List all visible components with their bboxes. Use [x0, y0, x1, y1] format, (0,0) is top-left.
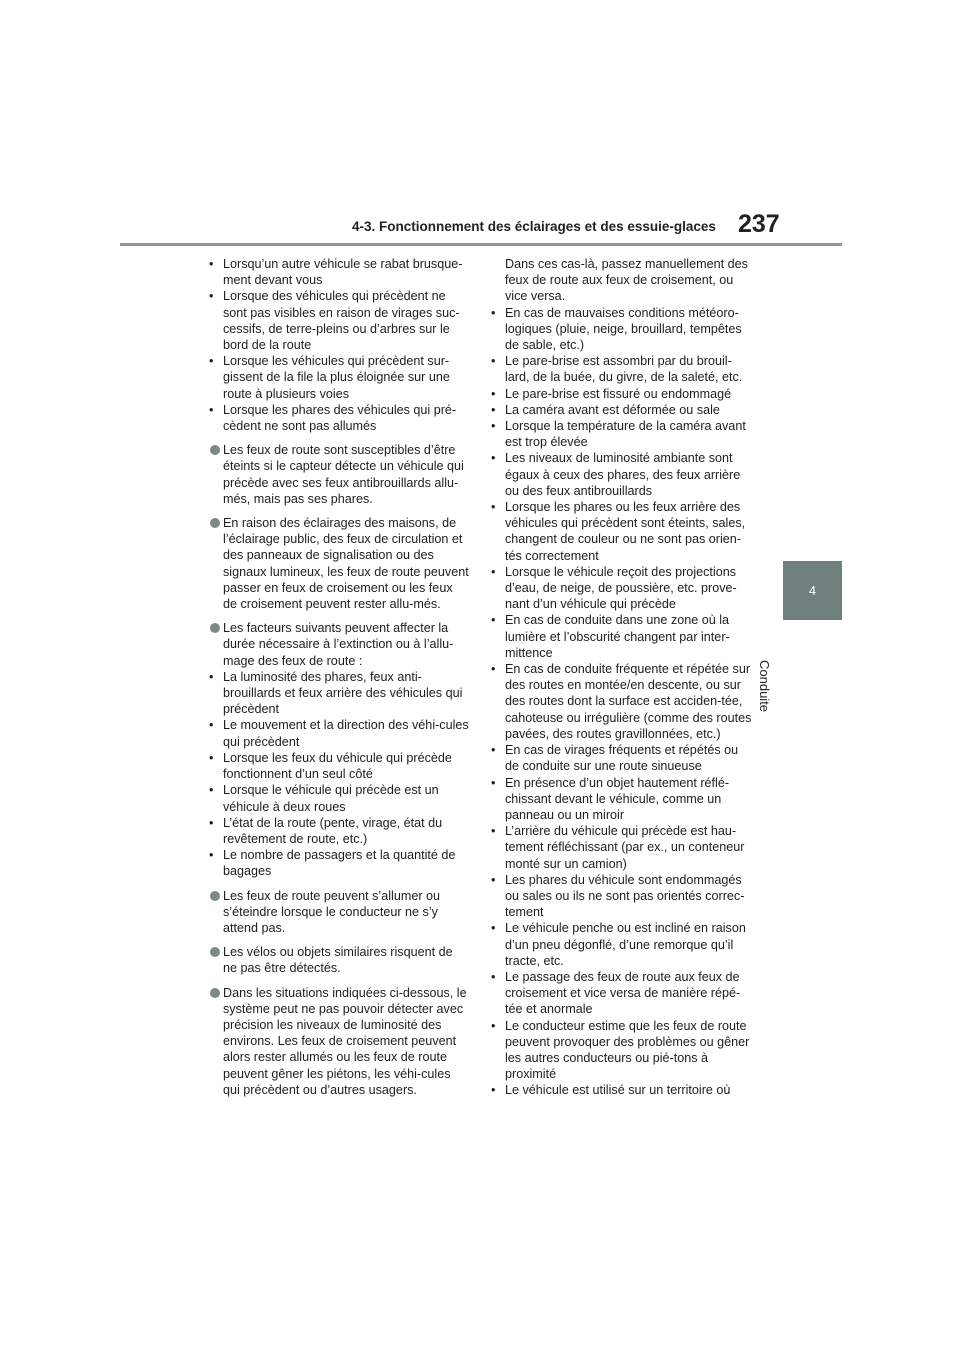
paragraph-text: Dans les situations indiquées ci-dessous, le système peut ne pas pouvoir détecter avec précision les niveaux de luminosité des environs. Les feux de croisement peuvent alors rester allumés ou les feux de route peuvent gêner les piétons, les véhi-cules qui précèdent ou d’autres usagers. [223, 985, 467, 1097]
factors-bullet-list [208, 669, 470, 880]
paragraph [208, 620, 470, 669]
list-item: • La caméra avant est déformée ou sale [490, 402, 752, 418]
list-item: • Le pare-brise est assombri par du brouil-lard, de la buée, du givre, de la saleté, etc. [490, 353, 752, 385]
list-item: • Le véhicule penche ou est incliné en raison d’un pneu dégonflé, d’une remorque qu’il tracte, etc. [490, 920, 752, 969]
bullet-dot-icon [210, 518, 220, 528]
list-item: • Le pare-brise est fissuré ou endommagé [490, 386, 752, 402]
list-item: • En cas de conduite dans une zone où la lumière et l’obscurité changent par inter-mittence [490, 612, 752, 661]
left-column [208, 256, 470, 1098]
paragraph-text: Les vélos ou objets similaires risquent de ne pas être détectés. [223, 945, 453, 976]
bullet-dot-icon [210, 445, 220, 455]
chapter-number: 4 [808, 583, 817, 598]
intro-bullet-list [208, 256, 470, 434]
list-item: • Les niveaux de luminosité ambiante sont égaux à ceux des phares, des feux arrière ou des feux antibrouillards [490, 450, 752, 499]
list-item: • La luminosité des phares, feux anti-brouillards et feux arrière des véhicules qui précèdent [208, 669, 470, 718]
list-item: • Lorsque les véhicules qui précèdent sur-gissent de la file la plus éloignée sur une route à plusieurs voies [208, 353, 470, 402]
paragraph [208, 888, 470, 937]
list-item: • En cas de conduite fréquente et répétée sur des routes en montée/en descente, ou sur des routes dont la surface est acciden-tée, cahoteuse ou irrégulière (comme des routes pavées, des routes gravillonnées, etc.) [490, 661, 752, 742]
paragraph-text: En raison des éclairages des maisons, de l’éclairage public, des feux de circulation et des panneaux de signalisation ou des signaux lumineux, les feux de route peuvent passer en feux de croisement ou les feux de croisement peuvent rester allu-més. [223, 516, 469, 612]
list-item: • Lorsque des véhicules qui précèdent ne sont pas visibles en raison de virages suc-cessifs, de terre-pleins ou d’arbres sur le bord de la route [208, 288, 470, 353]
conditions-bullet-list [490, 305, 752, 1099]
list-item: • Lorsque les phares ou les feux arrière des véhicules qui précèdent sont éteints, sales, changent de couleur ou ne sont pas orien-tés correctement [490, 499, 752, 564]
list-item: • Le nombre de passagers et la quantité de bagages [208, 847, 470, 879]
bullet-dot-icon [210, 623, 220, 633]
list-item: • En cas de virages fréquents et répétés ou de conduite sur une route sinueuse [490, 742, 752, 774]
list-item: • Le passage des feux de route aux feux de croisement et vice versa de manière répé-tée et anormale [490, 969, 752, 1018]
list-item: • Lorsque les feux du véhicule qui précède fonctionnent d’un seul côté [208, 750, 470, 782]
paragraph [208, 442, 470, 507]
list-item: • Lorsque le véhicule qui précède est un véhicule à deux roues [208, 782, 470, 814]
bullet-dot-icon [210, 891, 220, 901]
paragraph [208, 944, 470, 976]
paragraph [208, 985, 470, 1098]
list-item: • Les phares du véhicule sont endommagés ou sales ou ils ne sont pas orientés correc-tement [490, 872, 752, 921]
continuation-text: Dans ces cas-là, passez manuellement des feux de route aux feux de croisement, ou vice versa. [505, 257, 748, 304]
list-item: • Le véhicule est utilisé sur un territoire où [490, 1082, 752, 1098]
list-item: • En présence d’un objet hautement réflé-chissant devant le véhicule, comme un panneau ou un miroir [490, 775, 752, 824]
list-item: • Lorsque le véhicule reçoit des projections d’eau, de neige, de poussière, etc. prove-nant d’un véhicule qui précède [490, 564, 752, 613]
list-item: • L’état de la route (pente, virage, état du revêtement de route, etc.) [208, 815, 470, 847]
section-header-title: 4-3. Fonctionnement des éclairages et des essuie-glaces [352, 219, 716, 234]
chapter-tab[interactable] [783, 561, 842, 620]
list-item: • Lorsque les phares des véhicules qui pré-cèdent ne sont pas allumés [208, 402, 470, 434]
list-item: • Le mouvement et la direction des véhi-cules qui précèdent [208, 717, 470, 749]
header-divider [120, 243, 842, 246]
bullet-dot-icon [210, 988, 220, 998]
list-item: • Le conducteur estime que les feux de route peuvent provoquer des problèmes ou gêner les autres conducteurs ou pié-tons à proximité [490, 1018, 752, 1083]
paragraph-text: Les feux de route sont susceptibles d’être éteints si le capteur détecte un véhicule qui précède avec ses feux antibrouillards allu-més, mais pas ses phares. [223, 443, 464, 506]
paragraph-text: Les feux de route peuvent s’allumer ou s’éteindre lorsque le conducteur ne s’y attend pas. [223, 888, 441, 935]
list-item: • Lorsqu’un autre véhicule se rabat brusque-ment devant vous [208, 256, 470, 288]
list-item: • En cas de mauvaises conditions météoro-logiques (pluie, neige, brouillard, tempêtes de sable, etc.) [490, 305, 752, 354]
list-item: • Lorsque la température de la caméra avant est trop élevée [490, 418, 752, 450]
bullet-dot-icon [210, 947, 220, 957]
page-number: 237 [738, 210, 780, 238]
paragraph-text: Les facteurs suivants peuvent affecter la durée nécessaire à l’extinction ou à l’allu-mage des feux de route : [223, 621, 454, 668]
list-item: • L’arrière du véhicule qui précède est hau-tement réfléchissant (par ex., un conteneur monté sur un camion) [490, 823, 752, 872]
right-column [490, 256, 752, 1099]
paragraph [208, 515, 470, 612]
